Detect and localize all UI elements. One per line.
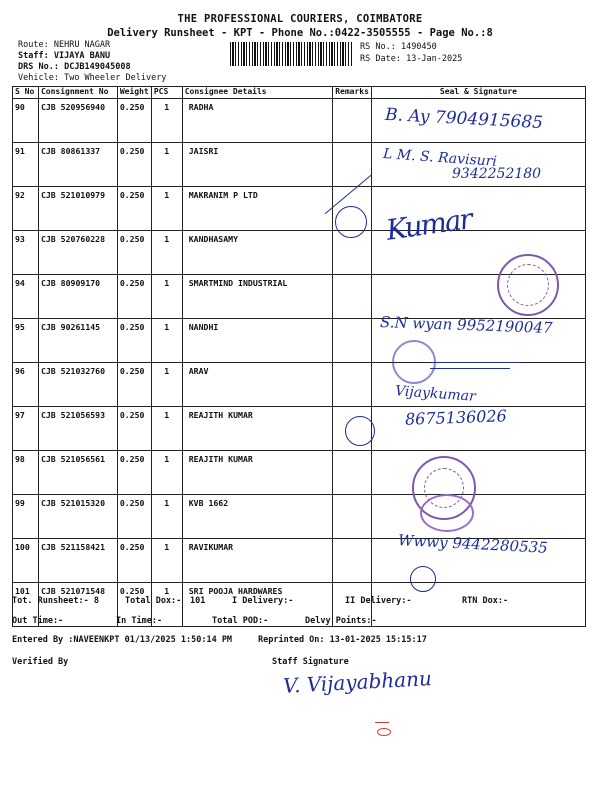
table-row: 100 CJB 521158421 0.250 1 RAVIKUMAR xyxy=(13,539,586,583)
total-pod: Total POD:- xyxy=(212,616,269,626)
verified-by: Verified By xyxy=(12,657,69,667)
staff-signature-label: Staff Signature xyxy=(272,657,349,667)
scribble-circle-93 xyxy=(335,206,367,238)
runsheet-subtitle: Delivery Runsheet - KPT - Phone No.:0422-3505555 - Page No.:8 xyxy=(107,27,493,39)
delvy-points: Delvy Points:- xyxy=(305,616,377,626)
phone-row-91: 9342252180 xyxy=(452,166,542,182)
table-row: 92 CJB 521010979 0.250 1 MAKRANIM P LTD xyxy=(13,187,586,231)
i-delivery: I Delivery:- xyxy=(232,596,294,606)
total-runsheet: Tot. Runsheet:- 8 xyxy=(12,596,99,606)
staff-signature: V. Vijayabhanu xyxy=(282,666,433,698)
rs-no-value: 1490450 xyxy=(400,42,437,52)
barcode xyxy=(230,42,352,66)
total-dox-label: Total Dox:- xyxy=(125,596,182,606)
ii-delivery: II Delivery:- xyxy=(345,596,412,606)
table-row: 93 CJB 520760228 0.250 1 KANDHASAMY xyxy=(13,231,586,275)
phone-row-97: 8675136026 xyxy=(404,406,508,429)
col-weight: Weight xyxy=(117,87,151,99)
rs-date-value: 13-Jan-2025 xyxy=(406,54,463,64)
col-consignee: Consignee Details xyxy=(182,87,332,99)
route-line: Route: NEHRU NAGAR xyxy=(18,40,111,50)
col-consignment: Consignment No xyxy=(38,87,117,99)
table-row: 98 CJB 521056561 0.250 1 REAJITH KUMAR xyxy=(13,451,586,495)
table-row: 90 CJB 520956940 0.250 1 RADHA xyxy=(13,99,586,143)
signature-row-95: S.N wyan 9952190047 xyxy=(379,312,553,338)
signature-row-101: Wwwy 9442280535 xyxy=(397,531,549,557)
table-header-row xyxy=(13,87,586,99)
out-time: Out Time:- xyxy=(12,616,64,626)
signature-row-93: Kumar xyxy=(384,202,473,247)
col-remarks: Remarks xyxy=(333,87,372,99)
rs-no-line: RS No.: 1490450 xyxy=(360,42,437,52)
drs-value: DCJB149045008 xyxy=(64,62,131,72)
entered-by: Entered By :NAVEENKPT 01/13/2025 1:50:14 PM xyxy=(12,635,233,645)
table-row: 99 CJB 521015320 0.250 1 KVB 1662 xyxy=(13,495,586,539)
scribble-circle-101 xyxy=(410,566,436,592)
reprinted-on: Reprinted On: 13-01-2025 15:15:17 xyxy=(258,635,427,645)
table-row: 101 CJB 521071548 0.250 1 SRI POOJA HARDWARES xyxy=(13,583,586,627)
table-row: 91 CJB 80861337 0.250 1 JAISRI xyxy=(13,143,586,187)
in-time: In Time:- xyxy=(116,616,163,626)
stamp-row-100 xyxy=(420,494,474,532)
col-sno: S No xyxy=(13,87,39,99)
col-seal-signature: Seal & Signature xyxy=(371,87,585,99)
table-row: 95 CJB 90261145 0.250 1 NANDHI xyxy=(13,319,586,363)
drs-line: DRS No.: DCJB149045008 xyxy=(18,62,131,72)
total-dox-value: 101 xyxy=(190,596,206,606)
staff-value: VIJAYA BANU xyxy=(53,51,111,61)
signature-row-97: Vijaykumar xyxy=(394,383,477,405)
route-value: NEHRU NAGAR xyxy=(53,40,111,50)
scribble-circle-98 xyxy=(345,416,375,446)
company-title: THE PROFESSIONAL COURIERS, COIMBATORE xyxy=(177,13,423,25)
signature-row-91: L M. S. Ravisuri xyxy=(382,146,498,170)
table-row: 96 CJB 521032760 0.250 1 ARAV xyxy=(13,363,586,407)
vehicle-line: Vehicle: Two Wheeler Delivery xyxy=(18,73,167,83)
rtn-dox: RTN Dox:- xyxy=(462,596,509,606)
col-pcs: PCS xyxy=(151,87,182,99)
staff-line: Staff: VIJAYA BANU xyxy=(18,51,111,61)
table-row: 97 CJB 521056593 0.250 1 REAJITH KUMAR xyxy=(13,407,586,451)
vehicle-value: Two Wheeler Delivery xyxy=(64,73,167,83)
rs-date-line: RS Date: 13-Jan-2025 xyxy=(360,54,463,64)
company-stamp-94 xyxy=(497,254,559,316)
signature-row-90: B. Ay 7904915685 xyxy=(384,104,544,134)
table-row: 94 CJB 80909170 0.250 1 SMARTMIND INDUSTRIAL xyxy=(13,275,586,319)
red-mark xyxy=(375,722,389,723)
